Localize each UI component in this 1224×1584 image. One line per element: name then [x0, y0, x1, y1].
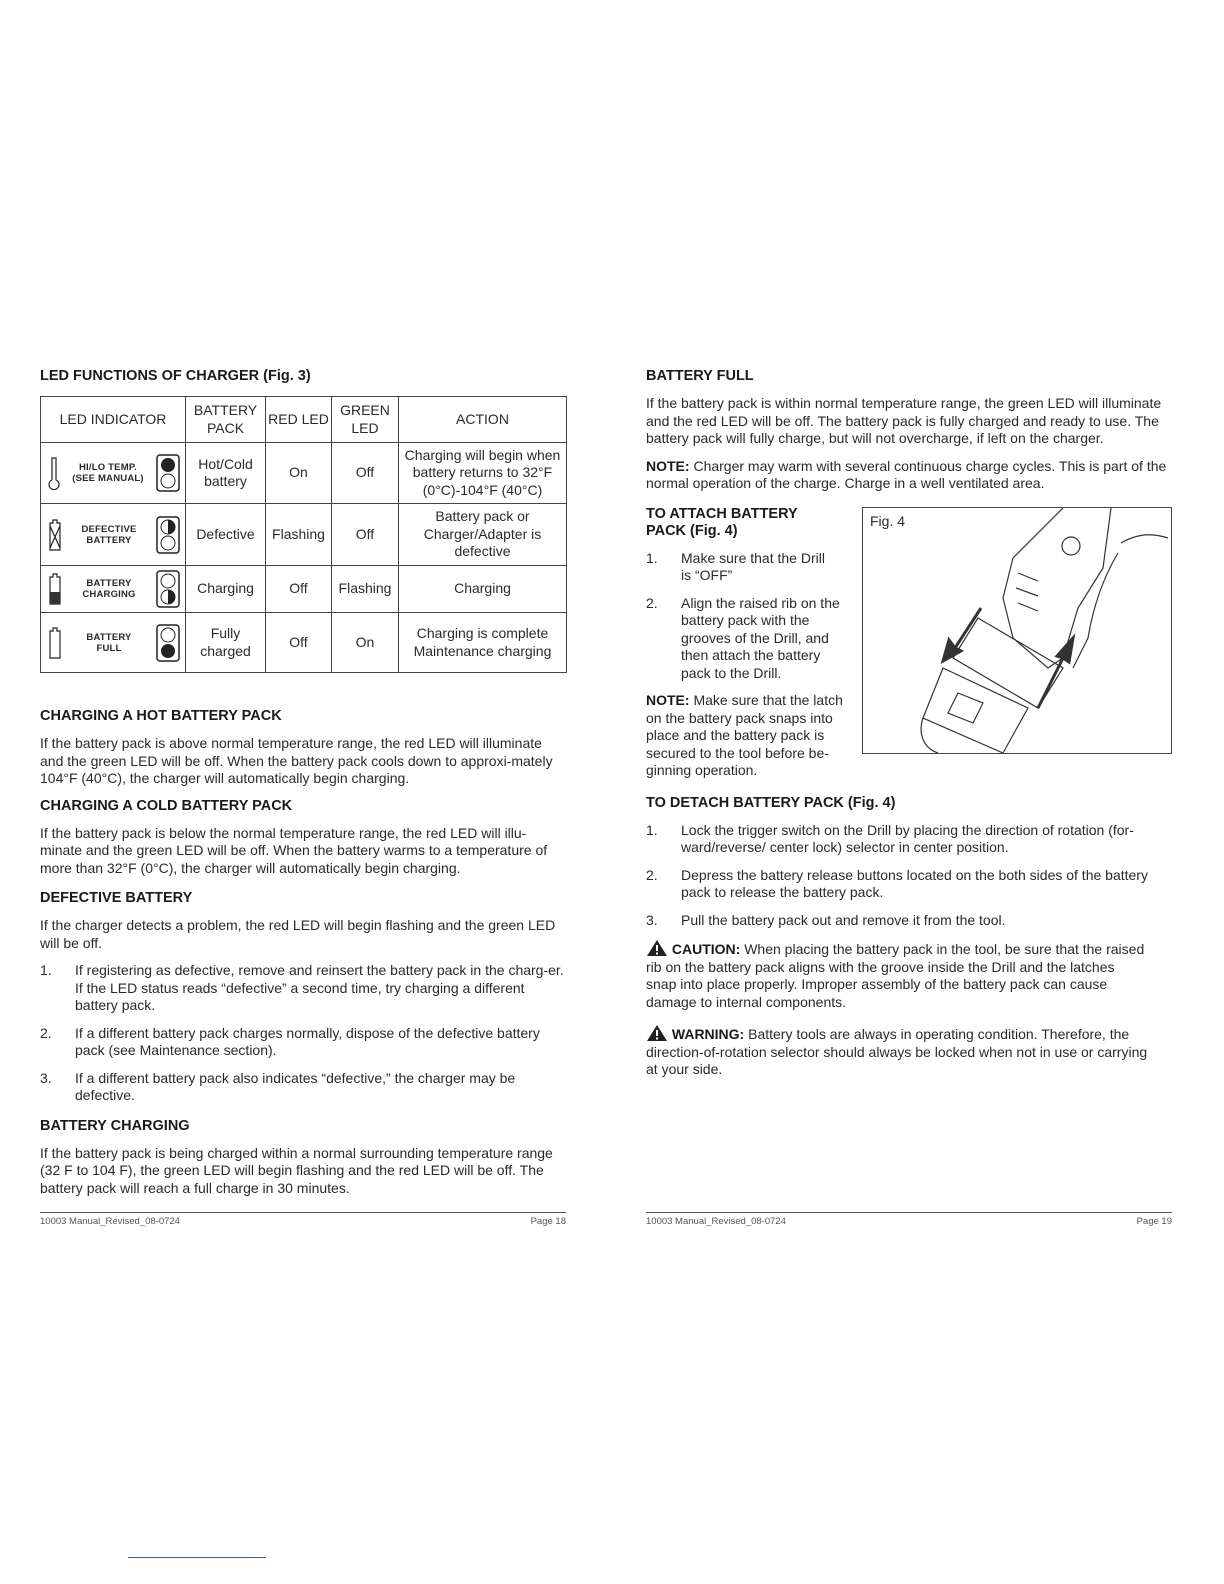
- list-text: If a different battery pack charges normally, dispose of the defective battery pack (see Maintenance section).: [75, 1024, 540, 1058]
- hot-battery-text: If the battery pack is above normal temperature range, the red LED will illuminate and the green LED will be off. When the battery pack cools down to approxi-mately 104°F (40°C), the charger will automatically begin charging.: [40, 735, 553, 786]
- indicator-label: DEFECTIVE: [81, 523, 137, 535]
- led-functions-table: [40, 396, 567, 673]
- list-item: [646, 867, 1172, 902]
- warning-triangle-icon: [646, 939, 668, 957]
- indicator-label: BATTERY: [86, 578, 132, 589]
- right-page: [646, 368, 1172, 1228]
- table-header-row: [41, 397, 567, 443]
- list-text: If registering as defective, remove and reinsert the battery pack in the charg-er. If the LED status reads “defective” a second time, try charging a different battery pack.: [75, 962, 564, 1013]
- red-led-cell: Off: [266, 613, 332, 673]
- note-text: Charger may warm with several continuous charge cycles. This is part of the normal operation of the charge. Charge in a well ventilated area.: [646, 457, 1167, 491]
- warning-text: Battery tools are always in operating condition. Therefore, the direction-of-rotation selector should always be locked when not in use or carrying at your side.: [646, 1026, 1148, 1077]
- battery-pack-cell: Charging: [186, 566, 266, 613]
- indicator-label: BATTERY: [86, 631, 132, 643]
- table-row: [41, 566, 567, 613]
- led-green-on-icon: [156, 624, 180, 662]
- footer-doc-name: 10003 Manual_Revised_08-0724: [646, 1216, 786, 1227]
- list-item: [40, 962, 565, 1015]
- cold-battery-text: If the battery pack is below the normal temperature range, the red LED will illu-minate and the green LED will be off. When the battery warms to a temperature of more than 32°F (0°C), the charger will automatically begin charging.: [40, 824, 548, 876]
- footer-doc-name: 10003 Manual_Revised_08-0724: [40, 1216, 180, 1227]
- hot-battery-heading: CHARGING A HOT BATTERY PACK: [40, 708, 282, 724]
- page-number: Page 19: [1136, 1216, 1172, 1227]
- defective-battery-text: If the charger detects a problem, the red LED will begin flashing and the green LED will be off.: [40, 917, 556, 951]
- note-charger-warm: [646, 458, 1172, 493]
- note-label: NOTE:: [646, 692, 690, 708]
- list-number: 1.: [646, 821, 658, 838]
- list-text: If a different battery pack also indicates “defective,” the charger may be defective.: [75, 1069, 516, 1103]
- battery-charging-heading: BATTERY CHARGING: [40, 1117, 190, 1134]
- defective-battery-icon: [48, 518, 62, 552]
- detach-battery-heading: TO DETACH BATTERY PACK (Fig. 4): [646, 794, 896, 811]
- note-latch: [646, 692, 858, 780]
- action-cell: Charging is complete Maintenance charging: [399, 613, 567, 673]
- led-red-flashing-icon: [156, 516, 180, 554]
- list-number: 3.: [646, 911, 658, 928]
- list-number: 2.: [646, 594, 658, 611]
- caution-text: When placing the battery pack in the tool, be sure that the raised rib on the battery pack aligns with the groove inside the Drill and the latches snap into place properly. Improper assembly of the battery pack can cause damage to internal components.: [646, 941, 1145, 1010]
- figure-4: [862, 507, 1172, 754]
- indicator-label: HI/LO TEMP.: [79, 462, 137, 473]
- battery-pack-cell: Hot/Cold battery: [186, 443, 266, 504]
- led-functions-heading: LED FUNCTIONS OF CHARGER (Fig. 3): [40, 368, 311, 384]
- list-number: 2.: [40, 1024, 52, 1041]
- battery-full-icon: [48, 626, 62, 660]
- list-item: [646, 595, 851, 683]
- list-item: [40, 1070, 535, 1105]
- caution-label: CAUTION:: [671, 941, 741, 957]
- battery-pack-cell: Fully charged: [186, 613, 266, 673]
- red-led-cell: Off: [266, 566, 332, 613]
- page-footer: [40, 1212, 566, 1228]
- green-led-cell: On: [332, 613, 399, 673]
- list-item: [646, 550, 836, 585]
- green-led-cell: Off: [332, 443, 399, 504]
- indicator-label: (SEE MANUAL): [72, 473, 144, 484]
- list-number: 2.: [646, 866, 658, 883]
- list-number: 3.: [40, 1069, 52, 1086]
- green-led-cell: Off: [332, 504, 399, 566]
- led-green-flashing-icon: [156, 570, 180, 608]
- cold-battery-heading: CHARGING A COLD BATTERY PACK: [40, 797, 293, 814]
- list-item: [40, 1025, 565, 1060]
- green-led-cell: Flashing: [332, 566, 399, 613]
- warning-notice: [646, 1024, 1156, 1079]
- defective-battery-heading: DEFECTIVE BATTERY: [40, 890, 193, 906]
- caution-notice: [646, 939, 1146, 1011]
- indicator-label: CHARGING: [82, 589, 136, 600]
- red-led-cell: On: [266, 443, 332, 504]
- action-cell: Charging will begin when battery returns to 32°F (0°C)-104°F (40°C): [399, 443, 567, 504]
- list-item: [646, 822, 1193, 857]
- table-row: [41, 443, 567, 504]
- list-text: Make sure that the Drill is “OFF”: [681, 549, 825, 583]
- divider-line: [128, 1557, 266, 1558]
- drill-battery-illustration: [863, 508, 1171, 753]
- note-text: Make sure that the latch on the battery pack snaps into place and the battery pack is secured to the tool before be-ginning operation.: [646, 692, 843, 778]
- red-led-cell: Flashing: [266, 504, 332, 566]
- thermometer-icon: [48, 456, 60, 490]
- battery-full-text: If the battery pack is within normal temperature range, the green LED will illuminate and the red LED will be off. The battery pack is fully charged and ready to use. The battery pack will fully charge, but will not overcharge, if left on the charger.: [646, 395, 1162, 446]
- list-item: [646, 912, 1172, 930]
- attach-instructions: [646, 506, 858, 780]
- figure-label: Fig. 4: [870, 512, 906, 529]
- list-text: Align the raised rib on the battery pack with the grooves of the Drill, and then attach the battery pack to the Drill.: [681, 594, 840, 681]
- list-text: Pull the battery pack out and remove it from the tool.: [681, 911, 1006, 928]
- attach-section: [646, 506, 1172, 780]
- battery-pack-cell: Defective: [186, 504, 266, 566]
- warning-triangle-icon: [646, 1024, 668, 1042]
- table-row: [41, 504, 567, 566]
- attach-battery-heading: TO ATTACH BATTERY PACK (Fig. 4): [646, 505, 798, 539]
- warning-label: WARNING:: [671, 1026, 745, 1042]
- battery-full-heading: BATTERY FULL: [646, 368, 754, 384]
- led-red-on-icon: [156, 454, 180, 492]
- list-number: 1.: [646, 549, 658, 566]
- battery-charging-text: If the battery pack is being charged within a normal surrounding temperature range (32 F to 104 F), the green LED will begin flashing and the red LED will be off. The battery pack will reach a full charge in 30 minutes.: [40, 1144, 553, 1196]
- action-cell: Battery pack or Charger/Adapter is defective: [399, 504, 567, 566]
- indicator-label: BATTERY: [86, 534, 132, 546]
- table-header: LED INDICATOR: [41, 397, 186, 443]
- note-label: NOTE:: [646, 457, 690, 474]
- table-row: [41, 613, 567, 673]
- list-text: Depress the battery release buttons located on the both sides of the battery pack to release the battery pack.: [681, 866, 1148, 900]
- action-cell: Charging: [399, 566, 567, 613]
- table-header: GREEN LED: [332, 397, 399, 443]
- indicator-label: FULL: [96, 642, 122, 654]
- page-footer: [646, 1212, 1172, 1228]
- battery-charging-icon: [48, 572, 62, 606]
- page-number: Page 18: [530, 1216, 566, 1227]
- left-page: [40, 368, 566, 1228]
- list-number: 1.: [40, 962, 52, 978]
- table-header: ACTION: [399, 397, 567, 443]
- list-text: Lock the trigger switch on the Drill by placing the direction of rotation (for-ward/reverse/ center lock) selector in center position.: [681, 821, 1134, 855]
- table-header: RED LED: [266, 397, 332, 443]
- table-header: BATTERY PACK: [186, 397, 266, 443]
